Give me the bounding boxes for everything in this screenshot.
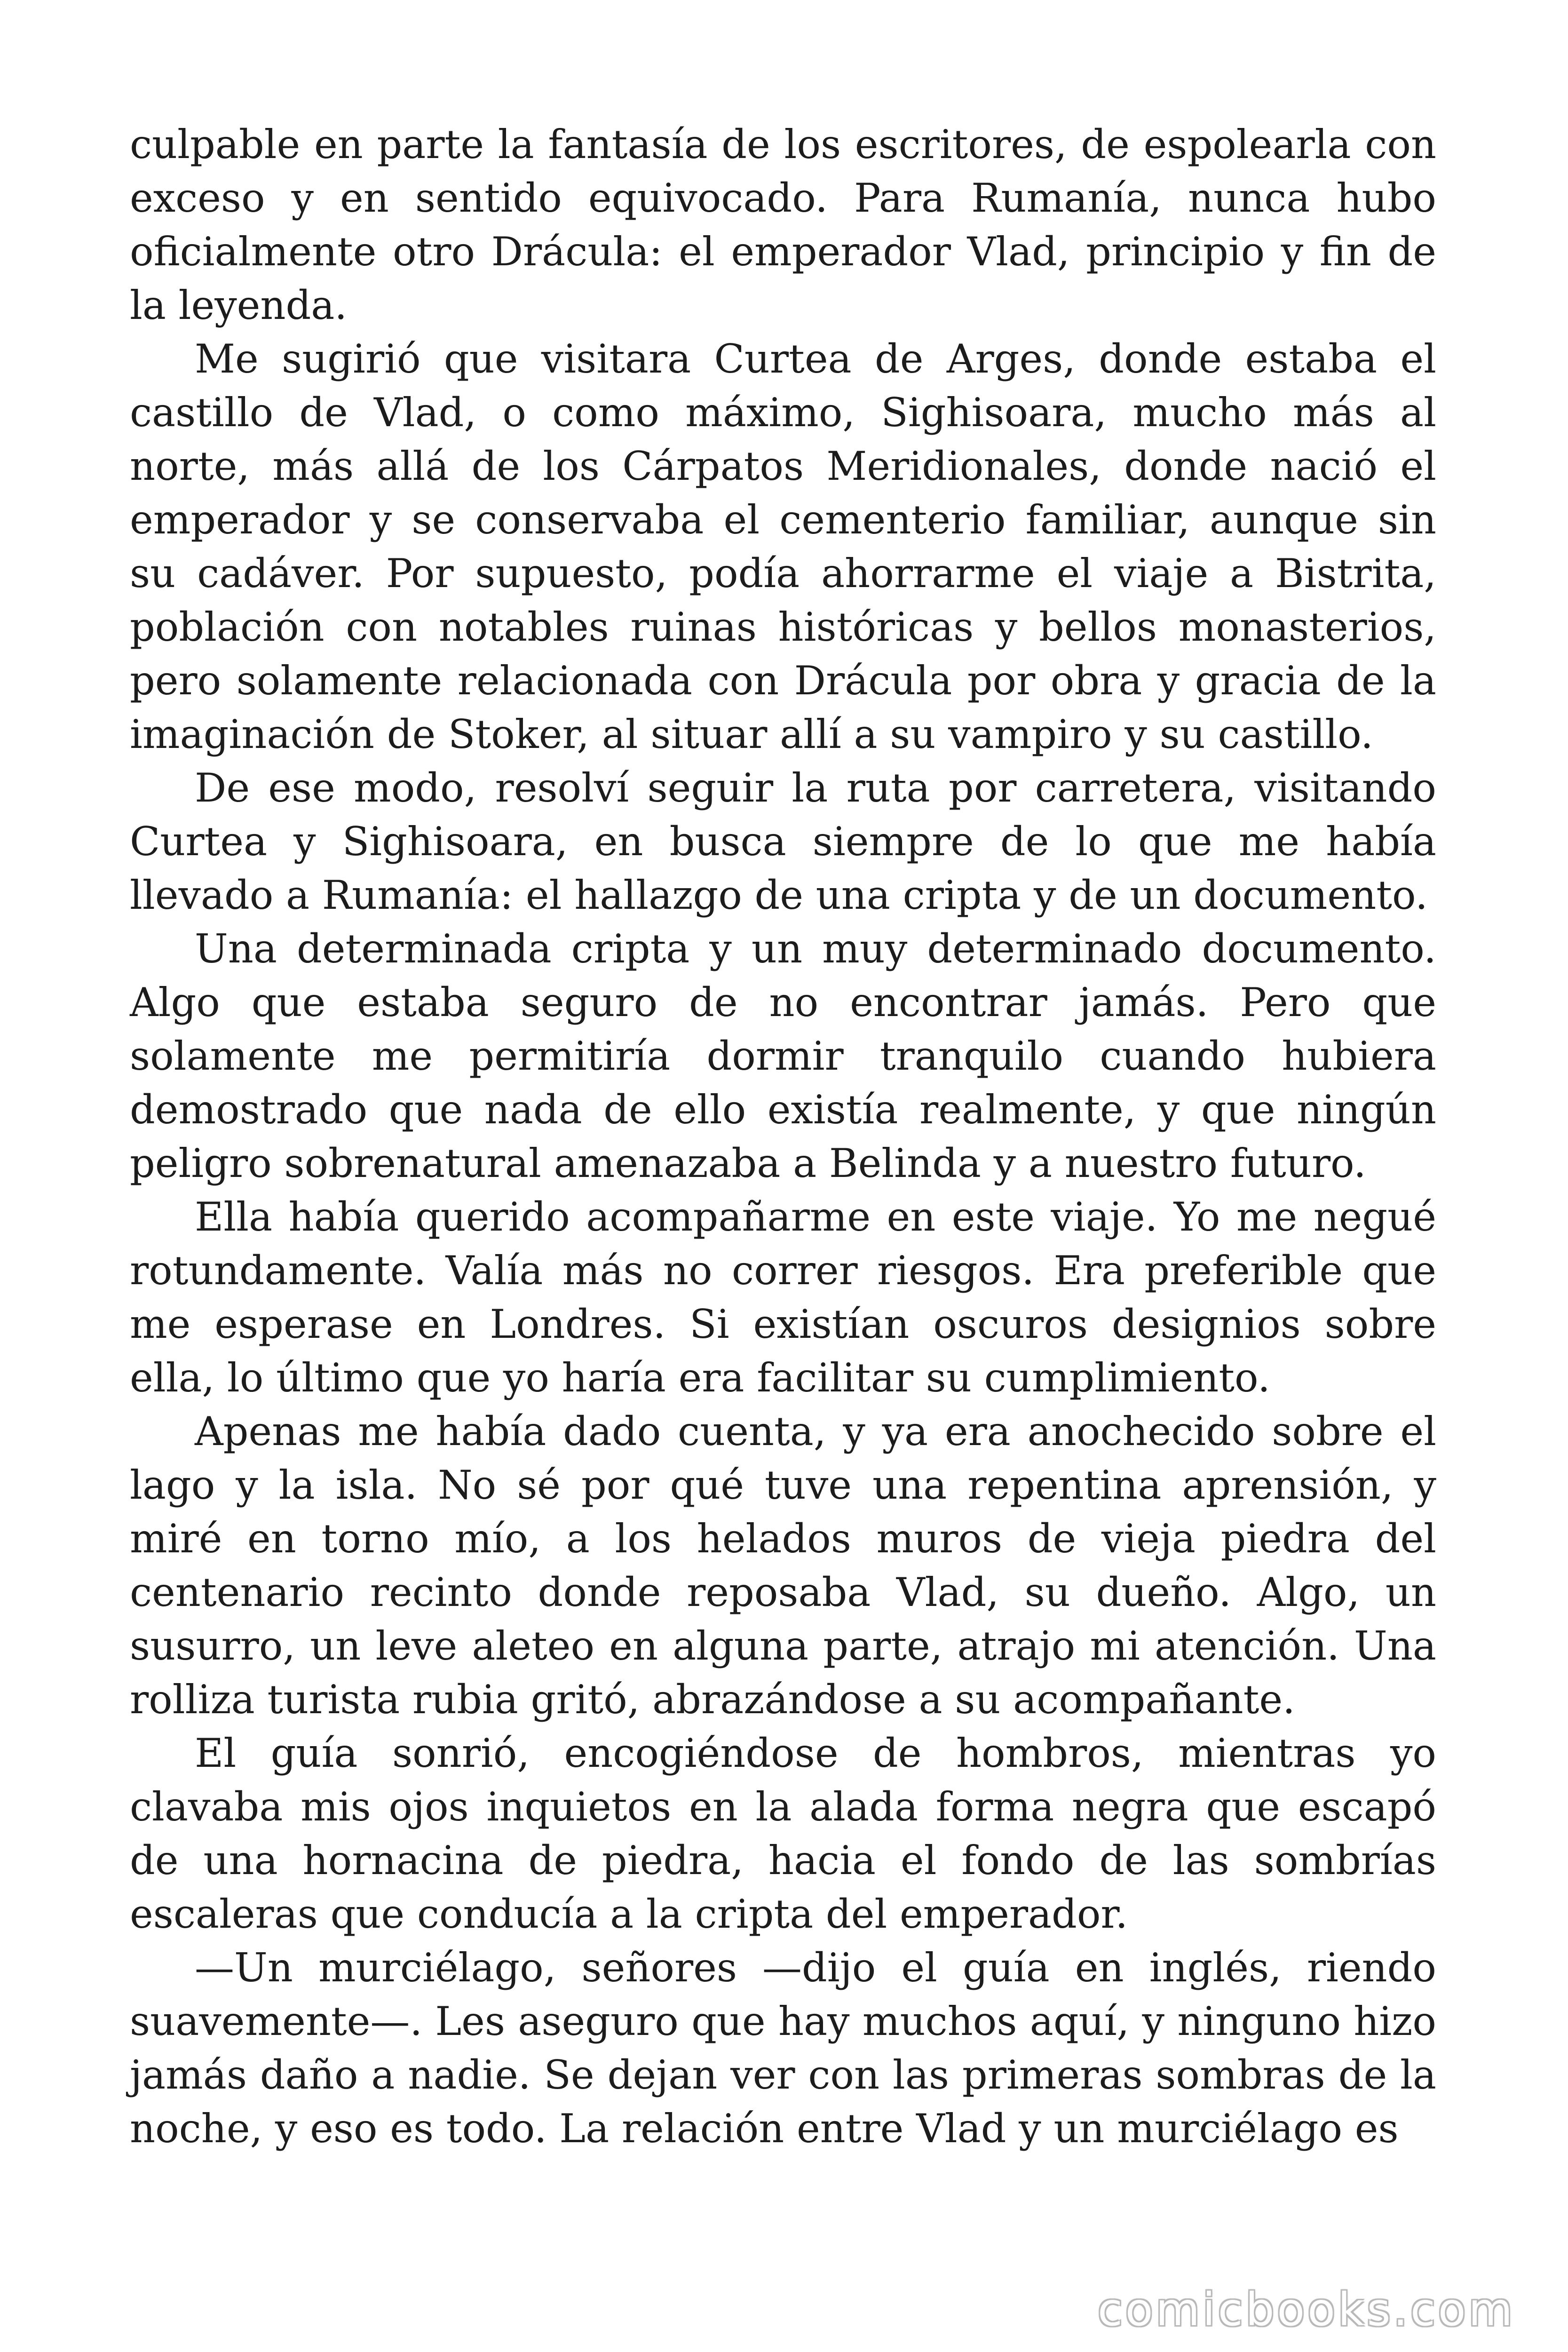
paragraph-guide-smiled: El guía sonrió, encogiéndose de hombros, mientras yo clavaba mis ojos inquietos en la alada forma negra que escapó de una hornacina de piedra, hacia el fondo de las sombrías escaleras que conducía a la cripta del emperador. (130, 1730, 1436, 1937)
paragraph-curtea-de-arges: Me sugirió que visitara Curtea de Arges, donde estaba el castillo de Vlad, o como máximo, Sighisoara, mucho más al norte, más allá de los Cárpatos Meridionales, donde nació el emperador y se conservaba el cementerio familiar, aunque sin su cadáver. Por supuesto, podía ahorrarme el viaje a Bistrita, población con notables ruinas históricas y bellos monasterios, pero solamente relacionada con Drácula por obra y gracia de la imaginación de Stoker, al situar allí a su vampiro y su castillo. (130, 336, 1436, 757)
paragraph-nightfall: Apenas me había dado cuenta, y ya era anochecido sobre el lago y la isla. No sé por qué tuve una repentina aprensión, y miré en torno mío, a los helados muros de vieja piedra del centenario recinto donde reposaba Vlad, su dueño. Algo, un susurro, un leve aleteo en alguna parte, atrajo mi atención. Una rolliza turista rubia gritó, abrazándose a su acompañante. (130, 1408, 1436, 1723)
paragraph-crypt-document: Una determinada cripta y un muy determinado documento. Algo que estaba seguro de no encontrar jamás. Pero que solamente me permitiría dormir tranquilo cuando hubiera demostrado que nada de ello existía realmente, y que ningún peligro sobrenatural amenazaba a Belinda y a nuestro futuro. (130, 926, 1436, 1186)
paragraph-continuation: culpable en parte la fantasía de los escritores, de espolearla con exceso y en sentido equivocado. Para Rumanía, nunca hubo oficialmente otro Drácula: el emperador Vlad, principio y fin de la leyenda. (130, 121, 1436, 328)
book-page-text (130, 118, 1436, 2155)
paragraph-bat-dialogue: —Un murciélago, señores —dijo el guía en inglés, riendo suavemente—. Les aseguro que hay muchos aquí, y ninguno hizo jamás daño a nadie. Se dejan ver con las primeras sombras de la noche, y eso es todo. La relación entre Vlad y un murciélago es (130, 1945, 1436, 2152)
paragraph-route: De ese modo, resolví seguir la ruta por carretera, visitando Curtea y Sighisoara, en busca siempre de lo que me había llevado a Rumanía: el hallazgo de una cripta y de un documento. (130, 765, 1436, 918)
watermark: comicbooks.com (1097, 2283, 1515, 2336)
paragraph-belinda: Ella había querido acompañarme en este viaje. Yo me negué rotundamente. Valía más no correr riesgos. Era preferible que me esperase en Londres. Si existían oscuros designios sobre ella, lo último que yo haría era facilitar su cumplimiento. (130, 1194, 1436, 1401)
